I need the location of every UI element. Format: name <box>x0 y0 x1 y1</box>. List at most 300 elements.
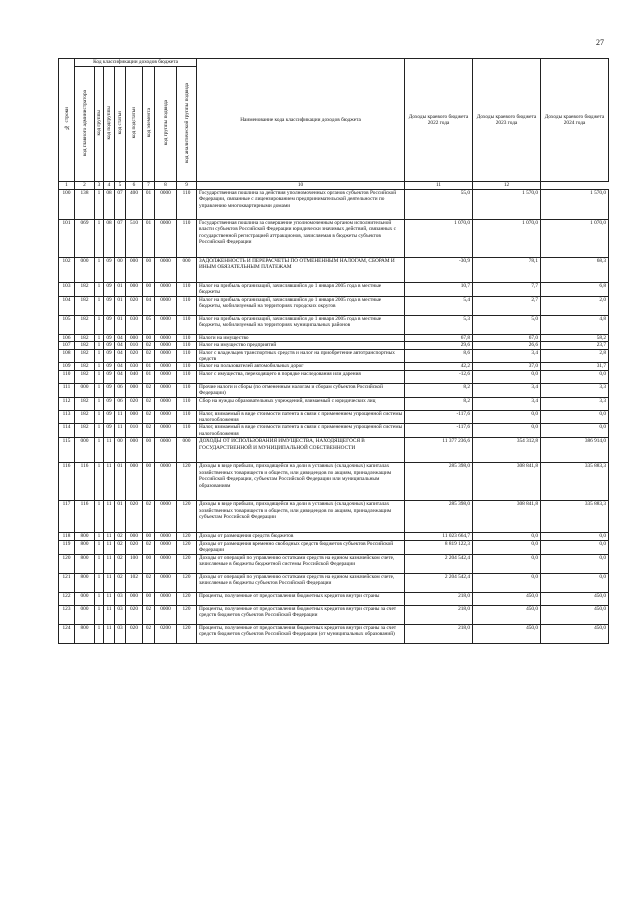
code-cell: 800 <box>75 554 95 573</box>
code-cell: 0000 <box>155 383 177 397</box>
column-number: 6 <box>126 182 143 190</box>
row-number-cell: 122 <box>59 592 75 605</box>
code-col-header: код группы <box>95 67 104 182</box>
code-cell: 110 <box>177 283 197 297</box>
column-number: 1 <box>59 182 75 190</box>
code-cell: 110 <box>177 296 197 315</box>
code-cell: 0000 <box>155 296 177 315</box>
table-row <box>59 283 609 297</box>
row-number-cell: 104 <box>59 296 75 315</box>
value-2024-cell: 1 570,0 <box>541 190 609 220</box>
code-cell: 110 <box>177 410 197 424</box>
table-row <box>59 605 609 624</box>
value-2022-cell: 10,7 <box>405 283 473 297</box>
revenue-name-cell: Налог с владельцев транспортных средств и налог на приобретение автотранспортных средств <box>197 349 405 363</box>
value-2023-cell: 67,0 <box>473 334 541 341</box>
value-2023-cell: 37,0 <box>473 363 541 370</box>
code-cell: 102 <box>126 573 143 592</box>
value-2023-cell: 308 841,8 <box>473 463 541 501</box>
code-cell: 01 <box>143 190 155 220</box>
code-cell: 02 <box>143 397 155 410</box>
value-2023-cell: 0,0 <box>473 540 541 554</box>
value-2023-cell: 0,0 <box>473 573 541 592</box>
code-cell: 0000 <box>155 283 177 297</box>
code-cell: 09 <box>104 296 115 315</box>
code-cell: 110 <box>177 349 197 363</box>
value-2022-cell: 11 023 664,7 <box>405 533 473 540</box>
code-cell: 800 <box>75 573 95 592</box>
value-2024-cell: 4,8 <box>541 315 609 334</box>
code-cell: 1 <box>95 410 104 424</box>
table-row <box>59 592 609 605</box>
value-2022-cell: -117,6 <box>405 410 473 424</box>
row-number-header: № строки <box>59 59 75 182</box>
revenue-name-cell: Доходы от размещения средств бюджетов <box>197 533 405 540</box>
value-2023-cell: 450,0 <box>473 605 541 624</box>
code-cell: 110 <box>177 342 197 349</box>
value-2023-cell: 26,6 <box>473 342 541 349</box>
row-number-cell: 119 <box>59 540 75 554</box>
code-cell: 09 <box>104 334 115 341</box>
code-cell: 120 <box>177 573 197 592</box>
table-row <box>59 383 609 397</box>
row-number-cell: 112 <box>59 397 75 410</box>
row-number-cell: 108 <box>59 349 75 363</box>
code-cell: 000 <box>75 605 95 624</box>
value-2024-cell: 386 914,0 <box>541 438 609 463</box>
revenue-name-cell: Доходы от операций по управлению остатками средств на едином казначейском счете, зачисляемые в бюджеты субъектов Российской Федерации <box>197 573 405 592</box>
code-cell: 02 <box>143 383 155 397</box>
code-cell: 09 <box>104 370 115 383</box>
code-cell: 510 <box>126 220 143 258</box>
code-cell: 110 <box>177 315 197 334</box>
value-2024-cell: 0,0 <box>541 410 609 424</box>
code-cell: 11 <box>104 554 115 573</box>
code-cell: 11 <box>104 463 115 501</box>
code-cell: 010 <box>126 342 143 349</box>
code-cell: 1 <box>95 258 104 283</box>
code-cell: 800 <box>75 533 95 540</box>
value-2024-cell: 68,3 <box>541 258 609 283</box>
code-cell: 000 <box>75 592 95 605</box>
code-cell: 09 <box>104 363 115 370</box>
code-cell: 182 <box>75 410 95 424</box>
value-2022-cell: 1 070,0 <box>405 220 473 258</box>
revenue-name-cell: Государственная пошлина за совершение уполномоченным органом исполнительной власти субъектов Российской Федерации юридически значимых действий, связанных с государственной регистрацией аттракционов, зачисляемая в бюджеты субъектов Российской Федерации <box>197 220 405 258</box>
code-cell: 100 <box>126 554 143 573</box>
value-2023-cell: 1 570,0 <box>473 190 541 220</box>
code-cell: 110 <box>177 363 197 370</box>
row-number-cell: 103 <box>59 283 75 297</box>
table-row <box>59 624 609 643</box>
code-cell: 09 <box>104 424 115 438</box>
code-cell: 182 <box>75 370 95 383</box>
row-number-cell: 107 <box>59 342 75 349</box>
code-cell: 000 <box>126 283 143 297</box>
value-2022-cell: 218,0 <box>405 624 473 643</box>
code-cell: 000 <box>75 258 95 283</box>
code-cell: 08 <box>104 220 115 258</box>
table-row <box>59 540 609 554</box>
code-cell: 182 <box>75 296 95 315</box>
code-cell: 00 <box>143 592 155 605</box>
column-number: 7 <box>143 182 155 190</box>
column-number: 4 <box>104 182 115 190</box>
code-cell: 1 <box>95 533 104 540</box>
code-cell: 11 <box>104 540 115 554</box>
column-number: 3 <box>95 182 104 190</box>
code-cell: 0000 <box>155 258 177 283</box>
revenue-name-cell: ДОХОДЫ ОТ ИСПОЛЬЗОВАНИЯ ИМУЩЕСТВА, НАХОДЯЩЕГОСЯ В ГОСУДАРСТВЕННОЙ И МУНИЦИПАЛЬНОЙ СОБСТВЕННОСТИ <box>197 438 405 463</box>
code-cell: 04 <box>115 342 126 349</box>
code-cell: 02 <box>115 533 126 540</box>
row-number-cell: 124 <box>59 624 75 643</box>
code-cell: 0000 <box>155 220 177 258</box>
value-2022-cell: 2 204 542,4 <box>405 573 473 592</box>
value-2024-cell: 0,0 <box>541 573 609 592</box>
value-2024-cell: 0,0 <box>541 533 609 540</box>
code-cell: 182 <box>75 315 95 334</box>
code-cell: 08 <box>104 190 115 220</box>
code-cell: 0000 <box>155 540 177 554</box>
code-cell: 00 <box>143 554 155 573</box>
code-cell: 020 <box>126 397 143 410</box>
code-cell: 06 <box>115 383 126 397</box>
revenue-name-cell: Налог на пользователей автомобильных дорог <box>197 363 405 370</box>
code-cell: 1 <box>95 397 104 410</box>
table-row <box>59 533 609 540</box>
revenue-name-cell: Налог на имущество предприятий <box>197 342 405 349</box>
code-cell: 1 <box>95 296 104 315</box>
code-cell: 000 <box>126 592 143 605</box>
value-2022-cell: -117,6 <box>405 424 473 438</box>
revenue-name-cell: Доходы в виде прибыли, приходящейся на доли в уставных (складочных) капиталах хозяйственных товариществ и обществ, или дивидендов по акциям, принадлежащим Российской Федерации, субъектам Российской Федерации или муниципальным образованиям <box>197 463 405 501</box>
table-row <box>59 554 609 573</box>
code-cell: 040 <box>126 370 143 383</box>
value-2024-cell: 0,0 <box>541 424 609 438</box>
value-2023-cell: 78,1 <box>473 258 541 283</box>
row-number-cell: 116 <box>59 463 75 501</box>
row-number-cell: 102 <box>59 258 75 283</box>
row-number-cell: 113 <box>59 410 75 424</box>
code-cell: 02 <box>143 624 155 643</box>
revenue-name-cell: Сбор на нужды образовательных учреждений, взимаемый с юридических лиц <box>197 397 405 410</box>
row-number-cell: 106 <box>59 334 75 341</box>
code-cell: 09 <box>104 349 115 363</box>
code-cell: 00 <box>143 283 155 297</box>
code-cell: 0000 <box>155 573 177 592</box>
code-cell: 000 <box>75 383 95 397</box>
table-row <box>59 424 609 438</box>
code-cell: 1 <box>95 592 104 605</box>
code-cell: 1 <box>95 438 104 463</box>
code-cell: 000 <box>126 258 143 283</box>
code-cell: 000 <box>126 463 143 501</box>
table-row <box>59 410 609 424</box>
code-cell: 182 <box>75 342 95 349</box>
code-cell: 00 <box>143 258 155 283</box>
code-cell: 030 <box>126 315 143 334</box>
revenue-classification-table <box>58 58 609 644</box>
value-2024-cell: 450,0 <box>541 605 609 624</box>
code-cell: 1 <box>95 605 104 624</box>
code-cell: 07 <box>115 220 126 258</box>
code-cell: 09 <box>104 342 115 349</box>
revenue-name-cell: Налог, взимаемый в виде стоимости патента в связи с применением упрощенной системы налогообложения <box>197 424 405 438</box>
code-cell: 0000 <box>155 334 177 341</box>
column-number: 8 <box>155 182 177 190</box>
code-cell: 06 <box>115 397 126 410</box>
code-cell: 020 <box>126 605 143 624</box>
revenue-name-cell: Налог, взимаемый в виде стоимости патента в связи с применением упрощенной системы налогообложения <box>197 410 405 424</box>
table-row <box>59 573 609 592</box>
code-cell: 0000 <box>155 438 177 463</box>
row-number-cell: 121 <box>59 573 75 592</box>
code-cell: 110 <box>177 190 197 220</box>
table-row <box>59 315 609 334</box>
code-cell: 09 <box>104 410 115 424</box>
code-cell: 1 <box>95 554 104 573</box>
revenue-name-cell: Государственная пошлина за действия уполномоченных органов субъектов Российской Федерации, связанные с лицензированием предпринимательской деятельности по управлению многоквартирными домами <box>197 190 405 220</box>
value-2024-cell: 335 883,3 <box>541 463 609 501</box>
code-cell: 120 <box>177 624 197 643</box>
row-number-cell: 111 <box>59 383 75 397</box>
row-number-cell: 117 <box>59 501 75 533</box>
code-cell: 00 <box>143 334 155 341</box>
value-2022-cell: 285 398,0 <box>405 501 473 533</box>
code-cell: 110 <box>177 220 197 258</box>
code-cell: 000 <box>126 533 143 540</box>
revenue-name-cell: Прочие налоги и сборы (по отмененным налогам и сборам субъектов Российской Федерации) <box>197 383 405 397</box>
code-cell: 110 <box>177 334 197 341</box>
column-number: 11 <box>405 182 473 190</box>
code-cell: 020 <box>126 349 143 363</box>
code-cell: 11 <box>104 533 115 540</box>
code-cell: 0000 <box>155 463 177 501</box>
year-2022-header: Доходы краевого бюджета 2022 года <box>405 59 473 182</box>
code-cell: 120 <box>177 592 197 605</box>
row-number-cell: 101 <box>59 220 75 258</box>
code-cell: 020 <box>126 624 143 643</box>
code-cell: 09 <box>104 258 115 283</box>
revenue-name-cell: Налог на прибыль организаций, зачислявшийся до 1 января 2005 года в местные бюджеты, мобилизуемый на территориях городских округов <box>197 296 405 315</box>
code-cell: 010 <box>126 424 143 438</box>
code-cell: 0000 <box>155 190 177 220</box>
code-cell: 120 <box>177 540 197 554</box>
code-cell: 1 <box>95 540 104 554</box>
code-cell: 120 <box>177 554 197 573</box>
table-row <box>59 334 609 341</box>
code-cell: 04 <box>143 296 155 315</box>
code-cell: 1 <box>95 315 104 334</box>
code-cell: 0000 <box>155 370 177 383</box>
value-2022-cell: 11 377 236,6 <box>405 438 473 463</box>
code-cell: 030 <box>126 363 143 370</box>
value-2022-cell: 218,0 <box>405 605 473 624</box>
code-cell: 02 <box>143 605 155 624</box>
code-cell: 02 <box>143 540 155 554</box>
code-cell: 1 <box>95 342 104 349</box>
column-number: 10 <box>197 182 405 190</box>
code-cell: 01 <box>115 283 126 297</box>
code-cell: 03 <box>115 605 126 624</box>
value-2023-cell: 5,0 <box>473 315 541 334</box>
value-2023-cell: 3,4 <box>473 383 541 397</box>
code-cell: 069 <box>75 220 95 258</box>
table-row <box>59 220 609 258</box>
code-cell: 09 <box>104 315 115 334</box>
value-2023-cell: 0,0 <box>473 554 541 573</box>
code-cell: 01 <box>143 220 155 258</box>
code-cell: 0000 <box>155 363 177 370</box>
code-cell: 020 <box>126 501 143 533</box>
code-cell: 1 <box>95 349 104 363</box>
code-cell: 020 <box>126 540 143 554</box>
table-row <box>59 349 609 363</box>
row-number-cell: 114 <box>59 424 75 438</box>
value-2022-cell: 55,0 <box>405 190 473 220</box>
code-cell: 11 <box>115 424 126 438</box>
code-cell: 00 <box>143 438 155 463</box>
code-cell: 02 <box>143 349 155 363</box>
revenue-name-cell: Проценты, полученные от предоставления бюджетных кредитов внутри страны за счет средств бюджетов субъектов Российской Федерации (от муниципальных образований) <box>197 624 405 643</box>
code-cell: 04 <box>115 370 126 383</box>
value-2022-cell: -12,6 <box>405 370 473 383</box>
code-cell: 00 <box>143 533 155 540</box>
code-cell: 000 <box>177 438 197 463</box>
value-2023-cell: 3,4 <box>473 349 541 363</box>
column-number: 12 <box>473 182 541 190</box>
code-cell: 1 <box>95 363 104 370</box>
value-2023-cell: 0,0 <box>473 424 541 438</box>
code-cell: 09 <box>104 383 115 397</box>
code-cell: 07 <box>115 190 126 220</box>
code-cell: 02 <box>143 410 155 424</box>
value-2023-cell: 308 841,8 <box>473 501 541 533</box>
value-2024-cell: 335 883,3 <box>541 501 609 533</box>
column-number: 9 <box>177 182 197 190</box>
code-cell: 000 <box>126 438 143 463</box>
row-number-cell: 123 <box>59 605 75 624</box>
value-2024-cell: 0,0 <box>541 540 609 554</box>
table-row <box>59 342 609 349</box>
code-cell: 04 <box>115 363 126 370</box>
code-col-header: код подстатьи <box>126 67 143 182</box>
code-cell: 800 <box>75 624 95 643</box>
code-cell: 02 <box>115 554 126 573</box>
code-cell: 00 <box>115 438 126 463</box>
code-col-header: код статьи <box>115 67 126 182</box>
value-2023-cell: 7,7 <box>473 283 541 297</box>
value-2023-cell: 0,0 <box>473 533 541 540</box>
code-cell: 0000 <box>155 533 177 540</box>
row-number-cell: 115 <box>59 438 75 463</box>
row-number-cell: 118 <box>59 533 75 540</box>
value-2024-cell: 3,3 <box>541 397 609 410</box>
value-2024-cell: 450,0 <box>541 624 609 643</box>
name-column-header: Наименование кода классификации доходов бюджета <box>197 59 405 182</box>
code-cell: 182 <box>75 283 95 297</box>
revenue-name-cell: Проценты, полученные от предоставления бюджетных кредитов внутри страны <box>197 592 405 605</box>
code-cell: 02 <box>143 501 155 533</box>
code-cell: 11 <box>104 501 115 533</box>
code-cell: 0000 <box>155 424 177 438</box>
revenue-name-cell: Доходы от операций по управлению остатками средств на едином казначейском счете, зачисляемые в бюджеты бюджетной системы Российской Федерации <box>197 554 405 573</box>
code-col-header: код группы подвида <box>155 67 177 182</box>
row-number-cell: 100 <box>59 190 75 220</box>
code-cell: 0000 <box>155 501 177 533</box>
code-cell: 120 <box>177 533 197 540</box>
row-number-cell: 109 <box>59 363 75 370</box>
code-cell: 1 <box>95 283 104 297</box>
code-cell: 110 <box>177 424 197 438</box>
column-number: 5 <box>115 182 126 190</box>
code-cell: 182 <box>75 397 95 410</box>
code-cell: 138 <box>75 190 95 220</box>
revenue-name-cell: Доходы в виде прибыли, приходящейся на доли в уставных (складочных) капиталах хозяйственных товариществ и обществ, или дивидендов по акциям, принадлежащим субъектам Российской Федерации <box>197 501 405 533</box>
table-row <box>59 258 609 283</box>
value-2022-cell: 8,2 <box>405 397 473 410</box>
code-cell: 120 <box>177 501 197 533</box>
revenue-name-cell: Налог на прибыль организаций, зачислявшийся до 1 января 2005 года в местные бюджеты <box>197 283 405 297</box>
code-cell: 03 <box>115 624 126 643</box>
code-cell: 0200 <box>155 624 177 643</box>
code-cell: 000 <box>126 383 143 397</box>
row-number-cell: 120 <box>59 554 75 573</box>
value-2022-cell: 2 204 542,4 <box>405 554 473 573</box>
code-cell: 0000 <box>155 605 177 624</box>
code-cell: 1 <box>95 424 104 438</box>
code-cell: 01 <box>115 315 126 334</box>
code-cell: 04 <box>115 349 126 363</box>
code-cell: 01 <box>143 363 155 370</box>
code-cell: 11 <box>115 410 126 424</box>
value-2022-cell: 67,8 <box>405 334 473 341</box>
table-row <box>59 501 609 533</box>
table-row <box>59 296 609 315</box>
revenue-name-cell: Налог с имущества, переходящего в порядке наследования или дарения <box>197 370 405 383</box>
code-cell: 0000 <box>155 592 177 605</box>
code-cell: 120 <box>177 605 197 624</box>
value-2022-cell: 42,2 <box>405 363 473 370</box>
code-cell: 0000 <box>155 315 177 334</box>
code-cell: 0000 <box>155 410 177 424</box>
code-cell: 1 <box>95 370 104 383</box>
value-2022-cell: 5,4 <box>405 296 473 315</box>
value-2023-cell: 2,7 <box>473 296 541 315</box>
code-cell: 02 <box>143 424 155 438</box>
code-cell: 01 <box>115 501 126 533</box>
code-cell: 1 <box>95 220 104 258</box>
row-number-cell: 110 <box>59 370 75 383</box>
value-2024-cell: 0,0 <box>541 370 609 383</box>
value-2024-cell: 23,7 <box>541 342 609 349</box>
value-2024-cell: 2,8 <box>541 349 609 363</box>
code-cell: 02 <box>115 540 126 554</box>
value-2024-cell: 6,8 <box>541 283 609 297</box>
revenue-name-cell: Налоги на имущество <box>197 334 405 341</box>
code-cell: 120 <box>177 463 197 501</box>
code-cell: 110 <box>177 370 197 383</box>
table-body <box>59 190 609 644</box>
value-2022-cell: 8 819 122,3 <box>405 540 473 554</box>
column-number: 2 <box>75 182 95 190</box>
code-cell: 01 <box>115 296 126 315</box>
value-2022-cell: 285 398,0 <box>405 463 473 501</box>
code-cell: 000 <box>126 334 143 341</box>
code-cell: 1 <box>95 334 104 341</box>
code-cell: 1 <box>95 383 104 397</box>
